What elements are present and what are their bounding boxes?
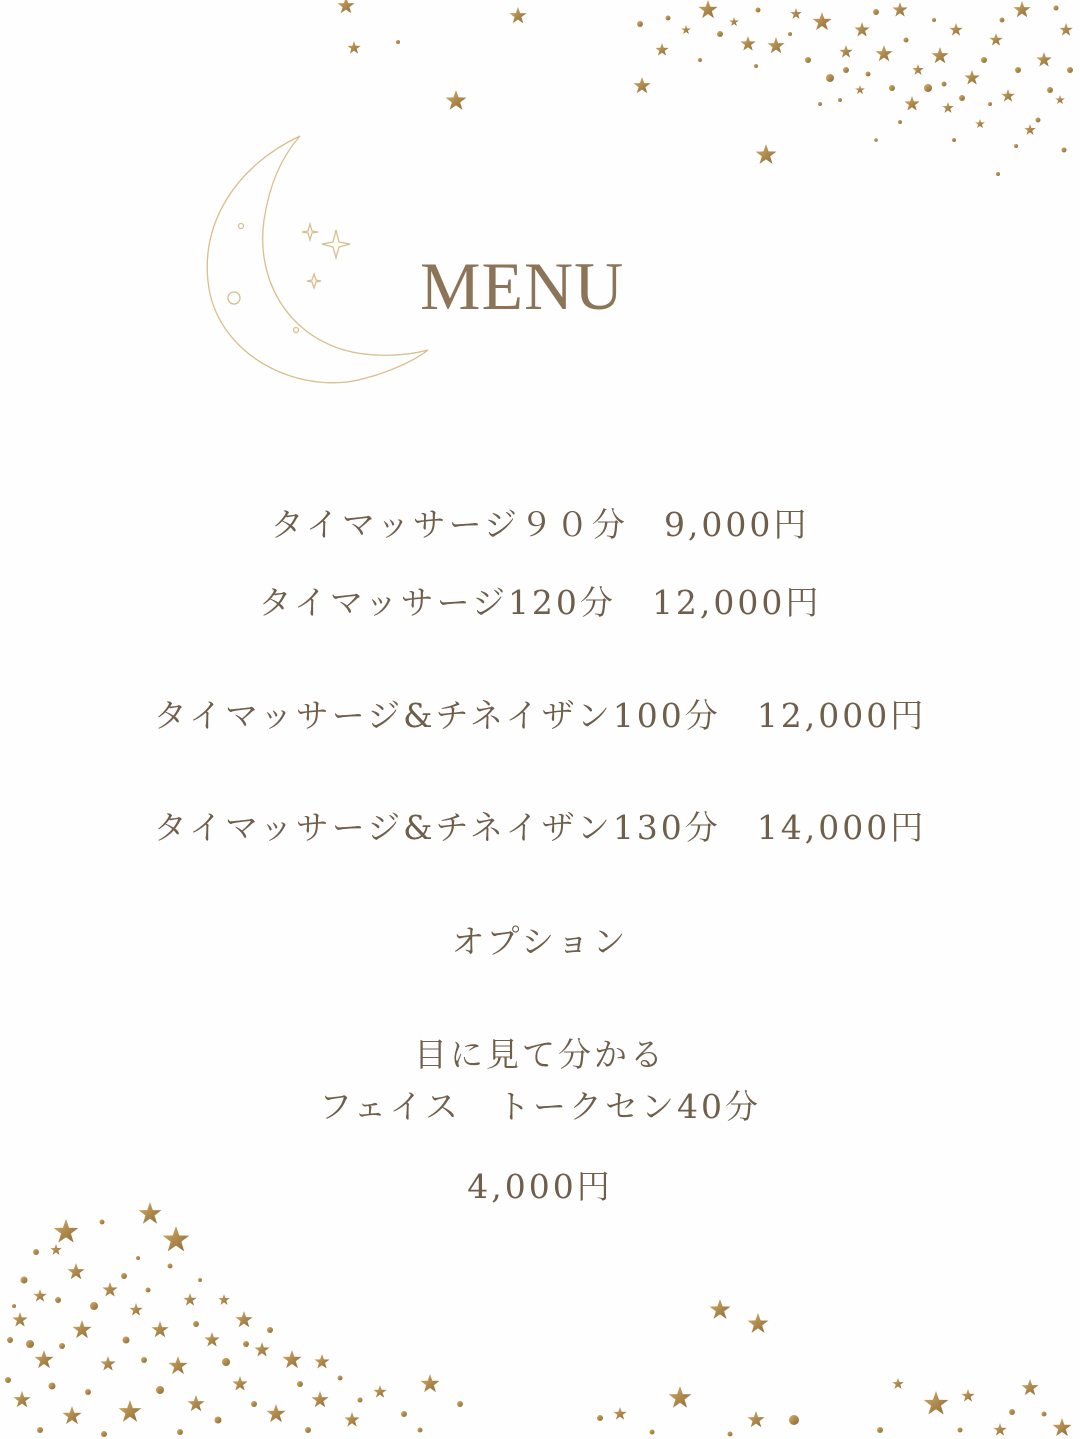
menu-item-name: タイマッサージ120分 [258, 583, 616, 622]
menu-item-name: タイマッサージ&チネイザン100分 [153, 696, 721, 735]
menu-item-price: 14,000円 [756, 808, 927, 847]
option-heading: オプション [451, 922, 629, 961]
bottom-left-star-cluster [5, 1202, 463, 1437]
menu-item-price: 9,000円 [663, 505, 810, 544]
menu-item-price: 12,000円 [651, 583, 822, 622]
bottom-right-star-cluster [597, 1299, 1072, 1437]
menu-item-name: タイマッサージ&チネイザン130分 [153, 808, 721, 847]
menu-title: MENU [420, 248, 625, 324]
menu-item-thai-massage-90 [0, 505, 1080, 544]
option-description-line1: 目に見て分かる [414, 1035, 666, 1074]
menu-item-thai-chi-nei-tsang-100 [0, 696, 1080, 735]
menu-item-price: 12,000円 [756, 696, 927, 735]
menu-item-thai-massage-120 [0, 583, 1080, 622]
top-right-star-cluster [337, 0, 1073, 176]
option-description-line2: フェイス トークセン40分 [318, 1087, 761, 1126]
menu-item-thai-chi-nei-tsang-130 [0, 808, 1080, 847]
crescent-moon-icon [196, 126, 436, 394]
option-price: 4,000円 [467, 1167, 613, 1206]
menu-item-name: タイマッサージ９０分 [270, 505, 628, 544]
